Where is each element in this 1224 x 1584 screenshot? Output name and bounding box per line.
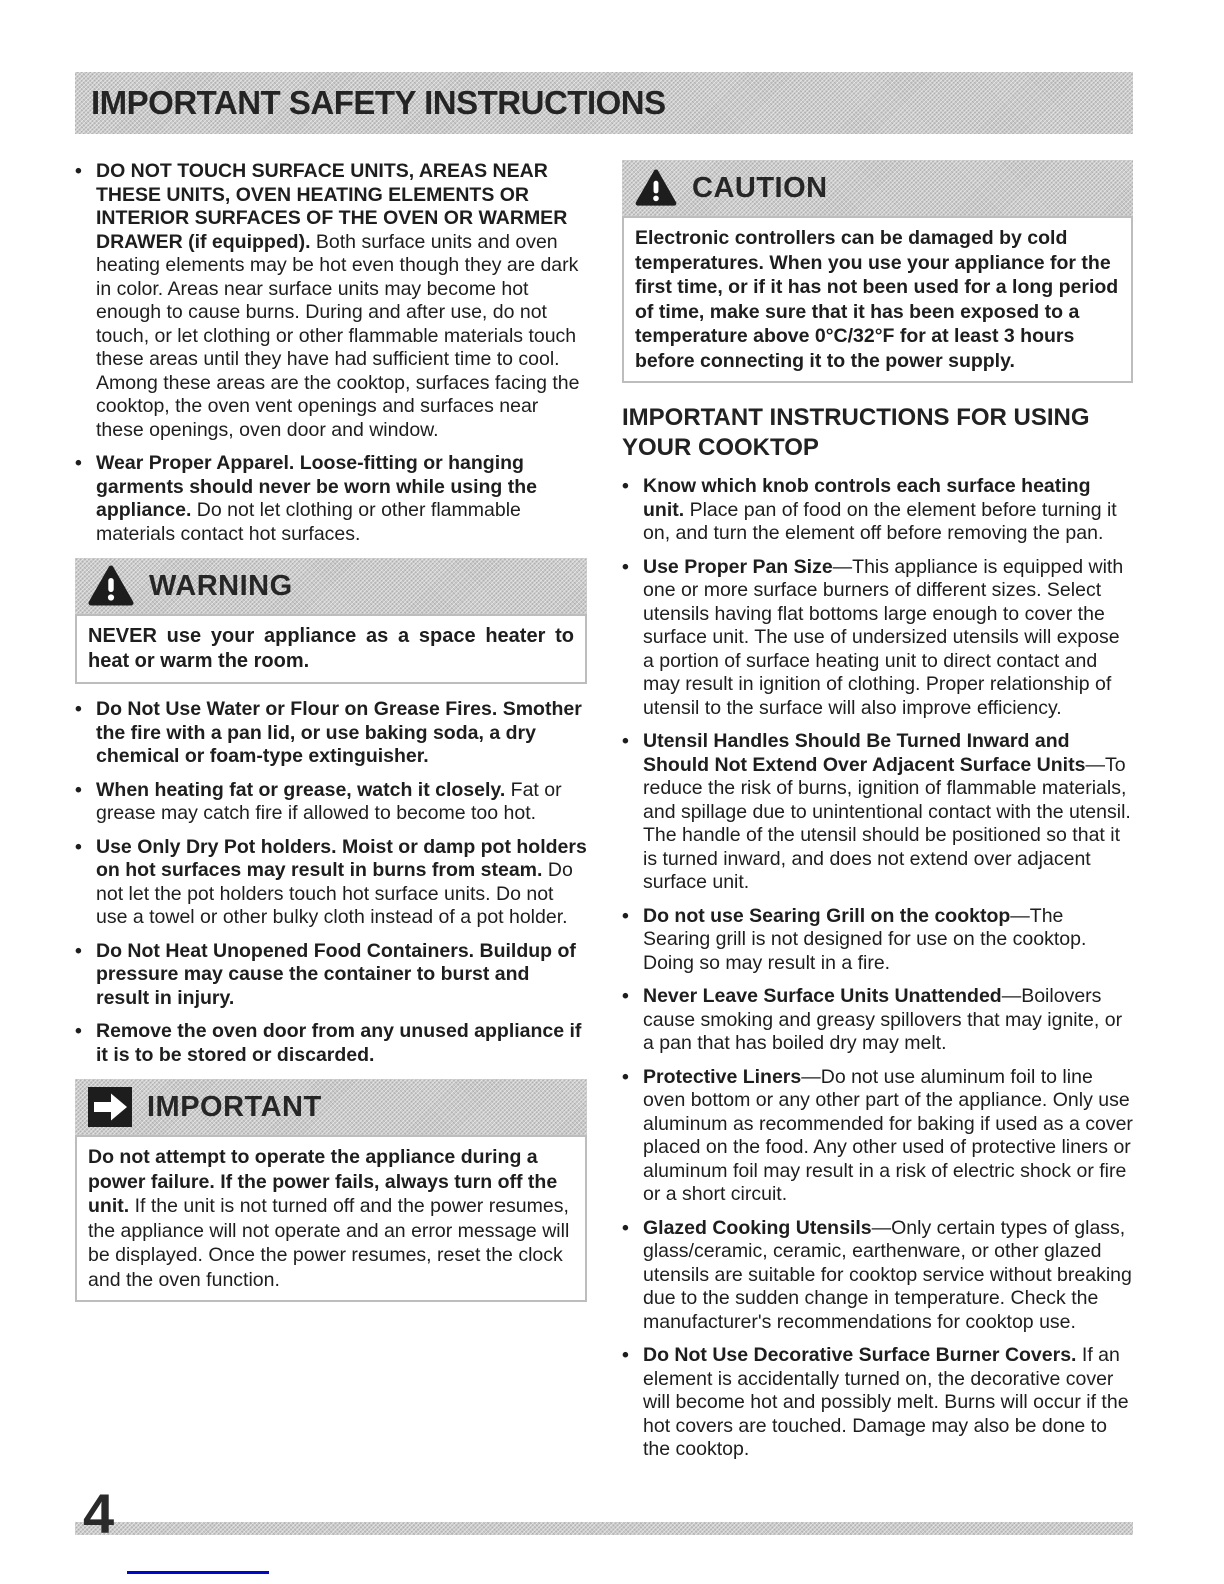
- left-column: [75, 160, 587, 1316]
- bullet-bold-text: Do Not Heat Unopened Food Containers. Buildup of pressure may cause the container to burst and result in injury.: [96, 939, 576, 1009]
- page-number: 4: [83, 1482, 115, 1545]
- bullet-rest-text: Do not let the pot holders touch hot surface units. Do not use a towel or other bulky cloth instead of a pot holder.: [96, 859, 573, 928]
- important-body-rest: If the unit is not turned off and the power resumes, the appliance will not operate and an error message will be displayed. Once the power resumes, reset the clock and the oven function.: [88, 1195, 570, 1291]
- section-heading: IMPORTANT INSTRUCTIONS FOR USING YOUR COOKTOP: [622, 404, 1090, 461]
- bullet-rest-text: —The Searing grill is not designed for use on the cooktop. Doing so may result in a fire.: [643, 904, 1087, 974]
- bullet-rest-text: Fat or grease may catch fire if allowed to become too hot.: [96, 778, 562, 824]
- list-item: [622, 556, 1133, 721]
- caution-box: [622, 160, 1133, 383]
- bullet-bold-text: Protective Liners: [643, 1065, 802, 1088]
- right-column: [622, 160, 1133, 1472]
- list-item: [75, 940, 587, 1011]
- list-item: [622, 730, 1133, 895]
- bullet-bold-text: Glazed Cooking Utensils: [643, 1216, 872, 1239]
- caution-body-bold: Electronic controllers can be damaged by cold temperatures. When you use your appliance for the first time, or if it has not been used for a long period of time, make sure that it has been exposed to a temperature above 0°C/32°F for at least 3 hours before connecting it to the power supply.: [635, 227, 1119, 372]
- list-item: [622, 985, 1133, 1056]
- bullet-bold-text: Use Only Dry Pot holders. Moist or damp pot holders on hot surfaces may result in burns from steam.: [96, 835, 587, 881]
- caution-triangle-icon: [635, 169, 677, 207]
- list-item: [622, 475, 1133, 546]
- important-box-body: [75, 1135, 587, 1302]
- warning-box-body: [75, 614, 587, 684]
- warning-body-bold: NEVER use your appliance as a space heater to heat or warm the room.: [88, 625, 574, 672]
- bullet-bold-text: When heating fat or grease, watch it closely.: [96, 778, 511, 801]
- bullet-bold-text: Use Proper Pan Size: [643, 555, 833, 578]
- list-item: [622, 1066, 1133, 1207]
- bullet-rest-text: —Do not use aluminum foil to line oven bottom or any other part of the appliance. Only use aluminum as recommended for baking if used as a cover placed on the food. Any other used of protective liners or aluminum foil may result in a risk of electric shock or fire or a short circuit.: [643, 1065, 1133, 1205]
- list-item: [622, 1217, 1133, 1335]
- bullet-rest-text: —Boilovers cause smoking and greasy spillovers that may ignite, or a pan that has boiled dry may melt.: [643, 985, 1123, 1054]
- list-item: [75, 836, 587, 930]
- warning-box: [75, 558, 587, 684]
- warning-triangle-icon: [88, 565, 134, 607]
- blue-underline-mark: [127, 1571, 269, 1574]
- bullet-rest-text: Both surface units and oven heating elements may be hot even though they are dark in color. Areas near surface units may become hot enough to cause burns. During and after use, do not touch, or let clothing or other flammable materials touch these areas until they have had sufficient time to cool. Among these areas are the cooktop, surfaces facing the cooktop, the oven vent openings and surfaces near these openings, oven door and window.: [96, 230, 580, 441]
- list-item: [75, 1020, 587, 1067]
- caution-label: CAUTION: [692, 171, 828, 204]
- bullet-rest-text: —Only certain types of glass, glass/ceramic, ceramic, earthenware, or other glazed utensils are suitable for cooktop service without breaking due to the sudden change in temperature. Check the manufacturer's recommendations for cooktop use.: [643, 1216, 1132, 1333]
- bullet-bold-text: Do not use Searing Grill on the cooktop: [643, 904, 1011, 927]
- bullet-rest-text: Do not let clothing or other flammable materials contact hot surfaces.: [96, 499, 521, 545]
- important-box: [75, 1079, 587, 1302]
- bullet-bold-text: Utensil Handles Should Be Turned Inward and Should Not Extend Over Adjacent Surface Units: [643, 730, 1086, 776]
- title-band: [75, 72, 1133, 134]
- warning-label: WARNING: [149, 569, 293, 602]
- caution-box-header: [622, 160, 1133, 216]
- list-item: [622, 905, 1133, 976]
- bullet-bold-text: DO NOT TOUCH SURFACE UNITS, AREAS NEAR THESE UNITS, OVEN HEATING ELEMENTS OR INTERIOR SURFACES OF THE OVEN OR WARMER DRAWER (if equipped).: [96, 160, 568, 253]
- page-title: IMPORTANT SAFETY INSTRUCTIONS: [91, 84, 666, 121]
- list-item: [622, 1344, 1133, 1462]
- bullet-rest-text: Place pan of food on the element before turning it on, and turn the element off before removing the pan.: [643, 498, 1117, 544]
- important-label: IMPORTANT: [147, 1090, 322, 1123]
- bullet-bold-text: Do Not Use Decorative Surface Burner Covers.: [643, 1344, 1082, 1366]
- caution-box-body: [622, 216, 1133, 383]
- bullet-bold-text: Know which knob controls each surface heating unit.: [643, 475, 1091, 521]
- bullet-bold-text: Never Leave Surface Units Unattended: [643, 985, 1002, 1007]
- footer-rule: [75, 1522, 1133, 1535]
- important-box-header: [75, 1079, 587, 1135]
- list-item: [75, 452, 587, 546]
- important-body-bold: Do not attempt to operate the appliance during a power failure. If the power fails, always turn off the unit.: [88, 1146, 558, 1217]
- important-arrow-icon: [88, 1087, 132, 1127]
- warning-box-header: [75, 558, 587, 614]
- bullet-rest-text: —To reduce the risk of burns, ignition of flammable materials, and spillage due to unintentional contact with the utensil. The handle of the utensil should be positioned so that it is turned inward, and does not extend over adjacent surface unit.: [643, 753, 1131, 893]
- bullet-bold-text: Remove the oven door from any unused appliance if it is to be stored or discarded.: [96, 1020, 582, 1066]
- bullet-rest-text: —This appliance is equipped with one or more surface burners of different sizes. Select utensils having flat bottoms large enough to cover the surface unit. The use of undersized utensils will expose a portion of surface heating unit to direct contact and may result in ignition of clothing. Proper relationship of utensil to the surface will also improve efficiency.: [643, 555, 1124, 719]
- list-item: [75, 160, 587, 442]
- list-item: [75, 779, 587, 826]
- bullet-bold-text: Wear Proper Apparel. Loose-fitting or hanging garments should never be worn while using the appliance.: [96, 452, 537, 521]
- list-item: [75, 698, 587, 769]
- bullet-rest-text: If an element is accidentally turned on, the decorative cover will become hot and possibly melt. Burns will occur if the hot covers are touched. Damage may also be done to the cooktop.: [643, 1344, 1129, 1460]
- bullet-bold-text: Do Not Use Water or Flour on Grease Fires. Smother the fire with a pan lid, or use baking soda, a dry chemical or foam-type extinguisher.: [96, 698, 582, 767]
